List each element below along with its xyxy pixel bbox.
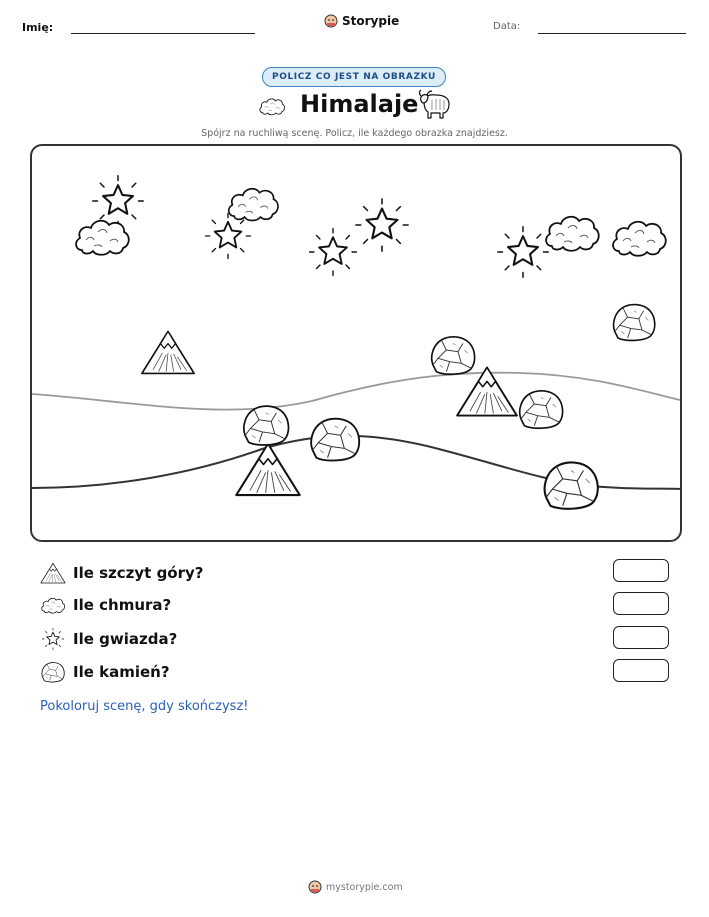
cloud-icon — [40, 594, 66, 616]
cloud-icon — [613, 222, 666, 256]
brand-logo — [324, 14, 399, 28]
date-field-line[interactable] — [538, 33, 686, 34]
name-field-line[interactable] — [71, 33, 255, 34]
mountain-peak-icon — [142, 331, 194, 373]
question-row-star — [40, 627, 177, 651]
counting-scene — [30, 144, 682, 542]
site-url[interactable]: mystorypie.com — [326, 881, 403, 893]
question-row-mountain — [40, 561, 204, 585]
name-label: Imię: — [22, 21, 54, 34]
rock-icon — [40, 660, 66, 684]
question-row-cloud — [40, 594, 171, 616]
mountain-peak-icon — [457, 368, 517, 416]
cloud-icon — [76, 221, 129, 255]
rock-icon — [311, 419, 359, 461]
answer-box-cloud[interactable] — [613, 592, 669, 615]
question-text: Ile szczyt góry? — [73, 564, 204, 582]
cloud-icon — [258, 95, 286, 117]
rock-icon — [614, 305, 655, 341]
star-icon — [40, 627, 66, 651]
yak-icon — [418, 88, 452, 120]
date-label: Data: — [493, 21, 521, 32]
rock-icon — [244, 406, 289, 445]
star-icon — [498, 227, 548, 277]
answer-box-star[interactable] — [613, 626, 669, 649]
cloud-icon — [229, 189, 278, 221]
rock-icon — [432, 337, 475, 374]
mountain-peak-icon — [40, 561, 66, 585]
rock-icon — [520, 391, 563, 428]
coloring-note: Pokoloruj scenę, gdy skończysz! — [40, 699, 249, 714]
rock-icon — [545, 462, 598, 508]
question-text: Ile gwiazda? — [73, 630, 178, 648]
mountain-peak-icon — [236, 444, 299, 495]
storypie-mascot-icon — [308, 880, 322, 894]
question-row-rock — [40, 660, 170, 684]
star-icon — [310, 229, 357, 276]
hill-line-back — [32, 373, 680, 410]
scene-canvas — [32, 146, 680, 540]
question-text: Ile kamień? — [73, 663, 170, 681]
cloud-icon — [546, 217, 599, 251]
star-icon — [206, 214, 251, 259]
answer-box-rock[interactable] — [613, 659, 669, 682]
instructions-subtitle: Spójrz na ruchliwą scenę. Policz, ile każdego obrazka znajdziesz. — [201, 128, 508, 139]
question-text: Ile chmura? — [73, 596, 172, 614]
site-footer — [308, 880, 403, 894]
star-icon — [93, 176, 143, 226]
page-title: Himalaje — [300, 90, 419, 118]
brand-name: Storypie — [342, 14, 400, 28]
activity-badge: POLICZ CO JEST NA OBRAZKU — [262, 67, 446, 87]
star-icon — [356, 199, 408, 251]
answer-box-mountain[interactable] — [613, 559, 669, 582]
storypie-mascot-icon — [324, 14, 338, 28]
